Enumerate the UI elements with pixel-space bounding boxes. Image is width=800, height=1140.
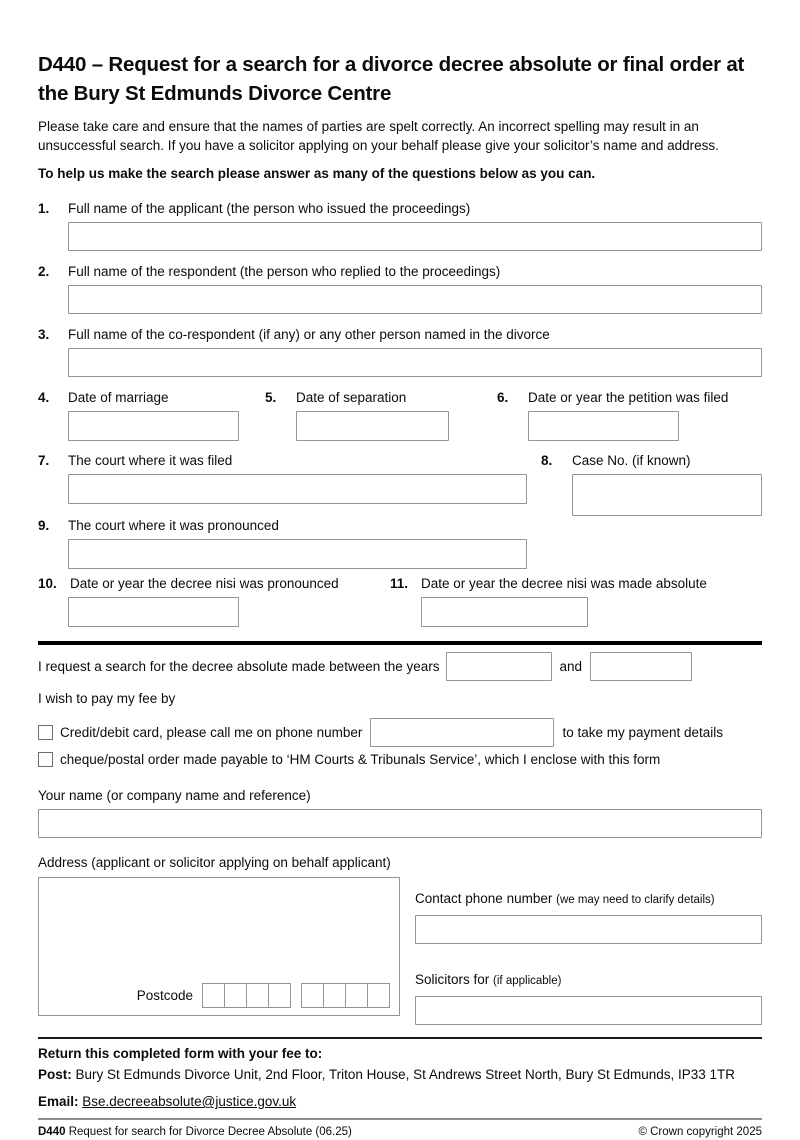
solicitors-for-label-text: Solicitors for xyxy=(415,972,490,987)
question-row-10-11 xyxy=(38,574,762,627)
question-number: 2. xyxy=(38,264,50,279)
contact-phone-hint: (we may need to clarify details) xyxy=(556,894,715,906)
search-request-row xyxy=(38,652,762,681)
question-5 xyxy=(265,388,497,441)
address-label: Address (applicant or solicitor applying on behalf applicant) xyxy=(38,855,391,870)
question-number: 10. xyxy=(38,576,57,591)
separation-date-input[interactable] xyxy=(296,411,449,441)
question-number: 6. xyxy=(497,390,509,405)
footer-form-id: D440 xyxy=(38,1126,66,1138)
email-line xyxy=(38,1092,754,1111)
question-number: 4. xyxy=(38,390,50,405)
question-label: Case No. (if known) xyxy=(572,453,691,468)
question-label: The court where it was pronounced xyxy=(68,518,279,533)
address-input[interactable] xyxy=(38,877,400,1016)
postcode-cell[interactable] xyxy=(301,983,324,1008)
question-10 xyxy=(38,574,390,627)
fee-intro-text: I wish to pay my fee by xyxy=(38,691,176,706)
footer-form-desc: Request for search for Divorce Decree Absolute (06.25) xyxy=(68,1126,352,1138)
question-label: Date or year the decree nisi was pronounced xyxy=(70,576,339,591)
question-number: 1. xyxy=(38,201,50,216)
question-2 xyxy=(38,262,762,314)
contact-phone-label-text: Contact phone number xyxy=(415,891,553,906)
decree-nisi-pronounced-input[interactable] xyxy=(68,597,239,627)
year-to-input[interactable] xyxy=(590,652,692,681)
email-link[interactable]: Bse.decreeabsolute@justice.gov.uk xyxy=(82,1094,297,1109)
decree-absolute-date-input[interactable] xyxy=(421,597,588,627)
question-label: Full name of the applicant (the person who issued the proceedings) xyxy=(68,201,471,216)
footer-form-ref xyxy=(38,1125,352,1140)
question-label: Date of marriage xyxy=(68,390,169,405)
post-address-line xyxy=(38,1065,754,1084)
postcode-cell[interactable] xyxy=(323,983,346,1008)
your-name-label: Your name (or company name and reference) xyxy=(38,788,311,803)
contact-phone-input[interactable] xyxy=(415,915,762,944)
postcode-inward-cells xyxy=(301,983,390,1008)
and-label: and xyxy=(559,659,583,674)
instruction-text: To help us make the search please answer as many of the questions below as you can. xyxy=(38,166,596,181)
footer-copyright: © Crown copyright 2025 xyxy=(638,1126,762,1138)
question-4 xyxy=(38,388,265,441)
card-checkbox[interactable] xyxy=(38,725,53,740)
contact-column xyxy=(415,877,762,1025)
question-1 xyxy=(38,199,762,251)
case-number-input[interactable] xyxy=(572,474,762,516)
postcode-row xyxy=(137,983,390,1008)
return-divider xyxy=(38,1037,762,1039)
year-from-input[interactable] xyxy=(446,652,552,681)
question-number: 5. xyxy=(265,390,277,405)
address-section xyxy=(38,877,762,1025)
question-number: 9. xyxy=(38,518,50,533)
postcode-outward-cells xyxy=(202,983,291,1008)
card-option-suffix: to take my payment details xyxy=(562,725,724,740)
question-number: 7. xyxy=(38,453,50,468)
postcode-cell[interactable] xyxy=(345,983,368,1008)
footer xyxy=(38,1120,762,1140)
postcode-cell[interactable] xyxy=(202,983,225,1008)
co-respondent-name-input[interactable] xyxy=(68,348,762,377)
post-label: Post: xyxy=(38,1067,72,1082)
question-row-7-8 xyxy=(38,451,762,516)
email-label: Email: xyxy=(38,1094,79,1109)
solicitors-for-hint: (if applicable) xyxy=(493,975,562,987)
page-title: D440 – Request for a search for a divorce decree absolute or final order at the Bury St Edmunds Divorce Centre xyxy=(38,53,745,105)
post-value: Bury St Edmunds Divorce Unit, 2nd Floor, Triton House, St Andrews Street North, Bury St Edmunds, IP33 1TR xyxy=(75,1067,736,1082)
card-payment-row xyxy=(38,718,762,747)
question-8 xyxy=(541,451,762,516)
cheque-payment-row xyxy=(38,750,762,769)
solicitors-for-label xyxy=(415,970,762,991)
applicant-name-input[interactable] xyxy=(68,222,762,251)
marriage-date-input[interactable] xyxy=(68,411,239,441)
question-number: 11. xyxy=(390,576,409,591)
question-7 xyxy=(38,451,541,516)
question-label: Full name of the respondent (the person who replied to the proceedings) xyxy=(68,264,501,279)
return-heading: Return this completed form with your fee to: xyxy=(38,1046,323,1061)
question-row-4-5-6 xyxy=(38,388,762,441)
question-label: Date or year the decree nisi was made absolute xyxy=(421,576,707,591)
cheque-checkbox[interactable] xyxy=(38,752,53,767)
court-filed-input[interactable] xyxy=(68,474,527,504)
question-label: The court where it was filed xyxy=(68,453,233,468)
petition-filed-date-input[interactable] xyxy=(528,411,679,441)
your-name-input[interactable] xyxy=(38,809,762,838)
question-number: 8. xyxy=(541,453,553,468)
question-9 xyxy=(38,516,762,569)
postcode-label: Postcode xyxy=(136,988,193,1003)
contact-phone-label xyxy=(415,889,762,910)
cheque-option-label: cheque/postal order made payable to ‘HM Courts & Tribunals Service’, which I enclose with this form xyxy=(60,752,661,767)
postcode-cell[interactable] xyxy=(268,983,291,1008)
court-pronounced-input[interactable] xyxy=(68,539,527,569)
question-11 xyxy=(390,574,762,627)
question-label: Date or year the petition was filed xyxy=(528,390,729,405)
question-label: Date of separation xyxy=(296,390,407,405)
question-number: 3. xyxy=(38,327,50,342)
respondent-name-input[interactable] xyxy=(68,285,762,314)
postcode-cell[interactable] xyxy=(246,983,269,1008)
search-request-text: I request a search for the decree absolute made between the years xyxy=(38,659,440,674)
postcode-cell[interactable] xyxy=(367,983,390,1008)
solicitors-for-input[interactable] xyxy=(415,996,762,1025)
question-3 xyxy=(38,325,762,377)
card-option-label: Credit/debit card, please call me on phone number xyxy=(60,725,363,740)
card-phone-input[interactable] xyxy=(370,718,554,747)
intro-text: Please take care and ensure that the names of parties are spelt correctly. An incorrect spelling may result in an unsuccessful search. If you have a solicitor applying on your behalf please give your solicitor’s name and address. xyxy=(38,119,719,153)
question-6 xyxy=(497,388,762,441)
section-divider xyxy=(38,641,762,645)
question-label: Full name of the co-respondent (if any) or any other person named in the divorce xyxy=(68,327,550,342)
postcode-cell[interactable] xyxy=(224,983,247,1008)
